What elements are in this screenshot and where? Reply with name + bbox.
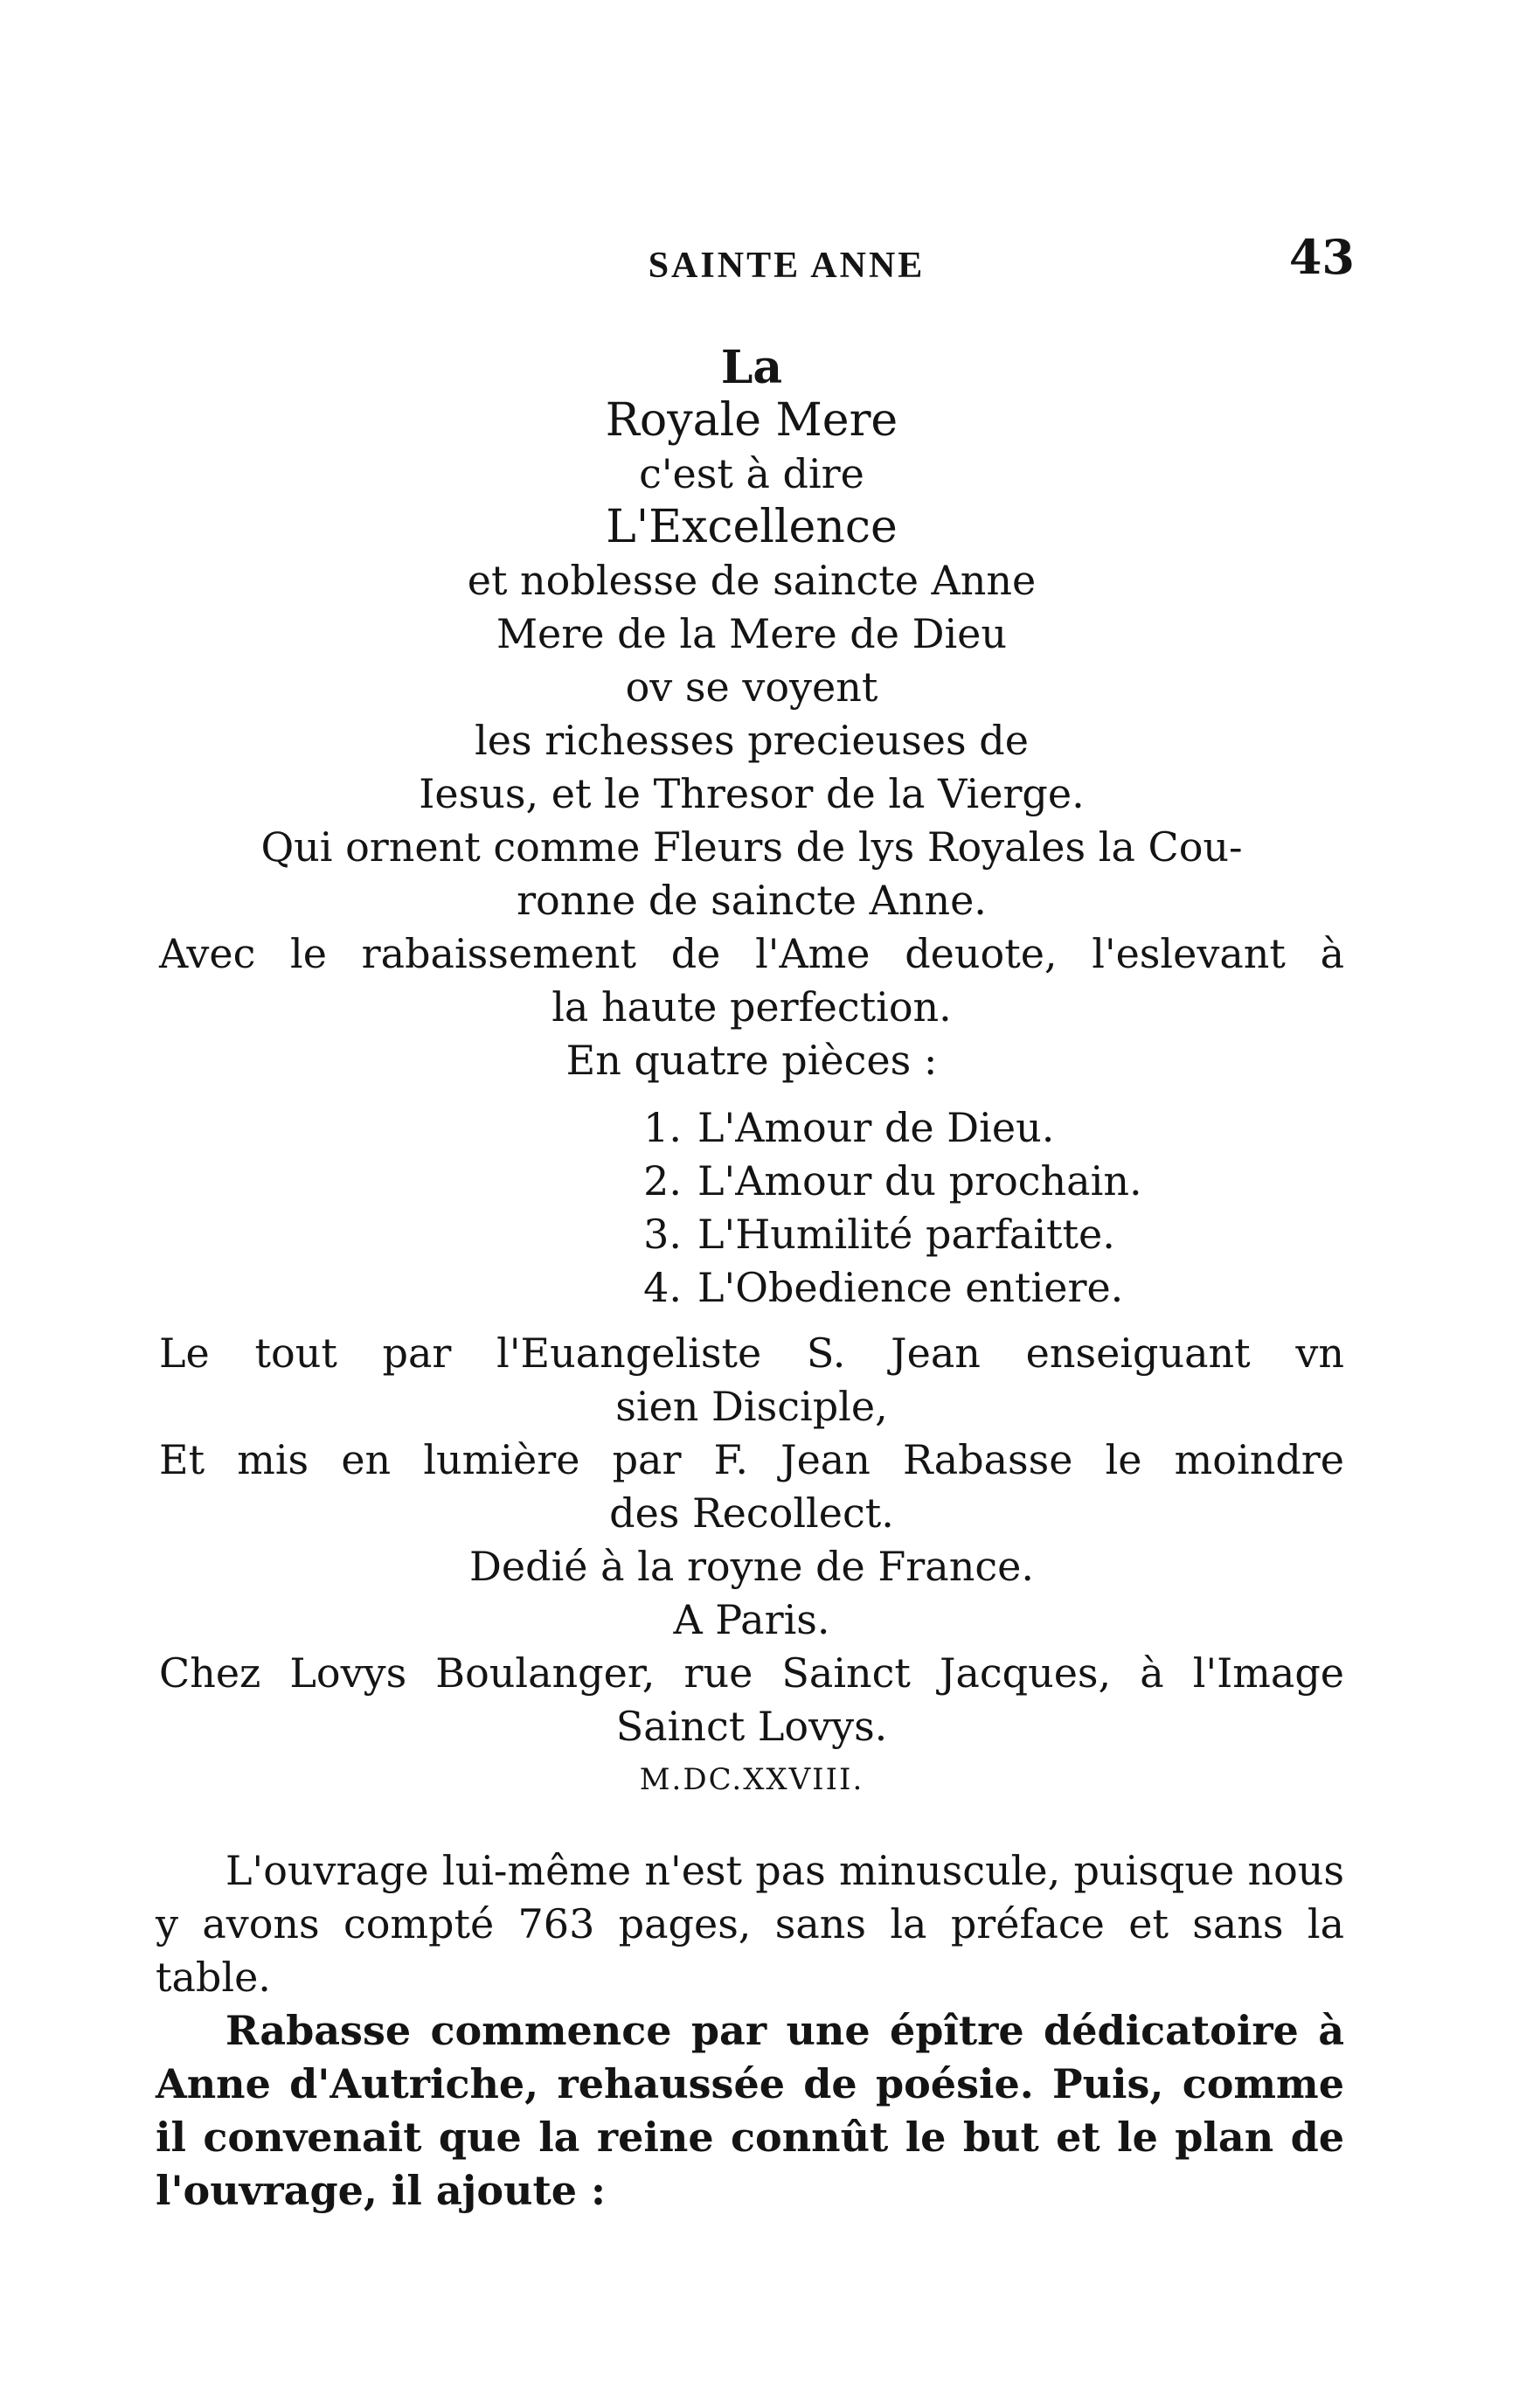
title-line: et noblesse de saincte Anne — [467, 557, 1037, 604]
list-item — [603, 1208, 1162, 1261]
reproduced-title-page — [149, 341, 1355, 1807]
title-line: c'est à dire — [639, 450, 864, 497]
piece-number: 3. — [643, 1211, 682, 1258]
page-number: 43 — [1288, 229, 1355, 285]
piece-number: 4. — [643, 1264, 682, 1311]
piece-text: L'Humilité parfaitte. — [697, 1211, 1115, 1258]
body-text — [156, 1844, 1344, 2218]
title-line: des Recollect. — [609, 1489, 894, 1537]
paragraph: L'ouvrage lui-même n'est pas minuscule, puisque nous y avons compté 763 pages, sans la préface et sans la table. — [156, 1847, 1344, 2001]
piece-number: 2. — [643, 1157, 682, 1204]
title-line: La — [720, 341, 783, 394]
title-line: Mere de la Mere de Dieu — [496, 610, 1008, 657]
piece-number: 1. — [643, 1104, 682, 1151]
title-line: Et mis en lumière par F. Jean Rabasse le moindre — [159, 1436, 1344, 1483]
title-line: Royale Mere — [605, 394, 898, 447]
title-date: M.DC.XXVIII. — [639, 1762, 864, 1797]
running-title: SAINTE ANNE — [648, 246, 926, 286]
title-line: les richesses precieuses de — [475, 717, 1029, 764]
piece-text: L'Amour du prochain. — [697, 1157, 1142, 1204]
title-line: Iesus, et le Thresor de la Vierge. — [419, 770, 1085, 817]
pieces-list — [603, 1101, 1162, 1315]
list-item — [603, 1101, 1162, 1155]
piece-text: L'Amour de Dieu. — [697, 1104, 1055, 1151]
title-line: Le tout par l'Euangeliste S. Jean enseiguant vn — [159, 1329, 1344, 1377]
title-line: A Paris. — [673, 1596, 830, 1643]
piece-text: L'Obedience entiere. — [697, 1264, 1124, 1311]
title-line: Avec le rabaissement de l'Ame deuote, l'eslevant à — [159, 930, 1344, 977]
list-item — [603, 1155, 1162, 1208]
list-item — [603, 1261, 1162, 1315]
title-line: Dedié à la royne de France. — [469, 1543, 1034, 1590]
title-line: En quatre pièces : — [565, 1037, 938, 1084]
title-line: Sainct Lovys. — [615, 1703, 888, 1750]
paragraph: Rabasse commence par une épître dédicatoire à Anne d'Autriche, rehaussée de poésie. Puis, comme il convenait que la reine connût le but et le plan de l'ouvrage, il ajoute : — [156, 2007, 1344, 2214]
title-line: Chez Lovys Boulanger, rue Sainct Jacques, à l'Image — [159, 1649, 1344, 1697]
title-line: ov se voyent — [625, 663, 878, 711]
title-line: ronne de saincte Anne. — [517, 877, 987, 924]
title-line: L'Excellence — [606, 501, 898, 553]
title-line: Qui ornent comme Fleurs de lys Royales la Cou- — [260, 823, 1243, 871]
title-line: la haute perfection. — [551, 983, 952, 1031]
title-line: sien Disciple, — [615, 1383, 888, 1430]
